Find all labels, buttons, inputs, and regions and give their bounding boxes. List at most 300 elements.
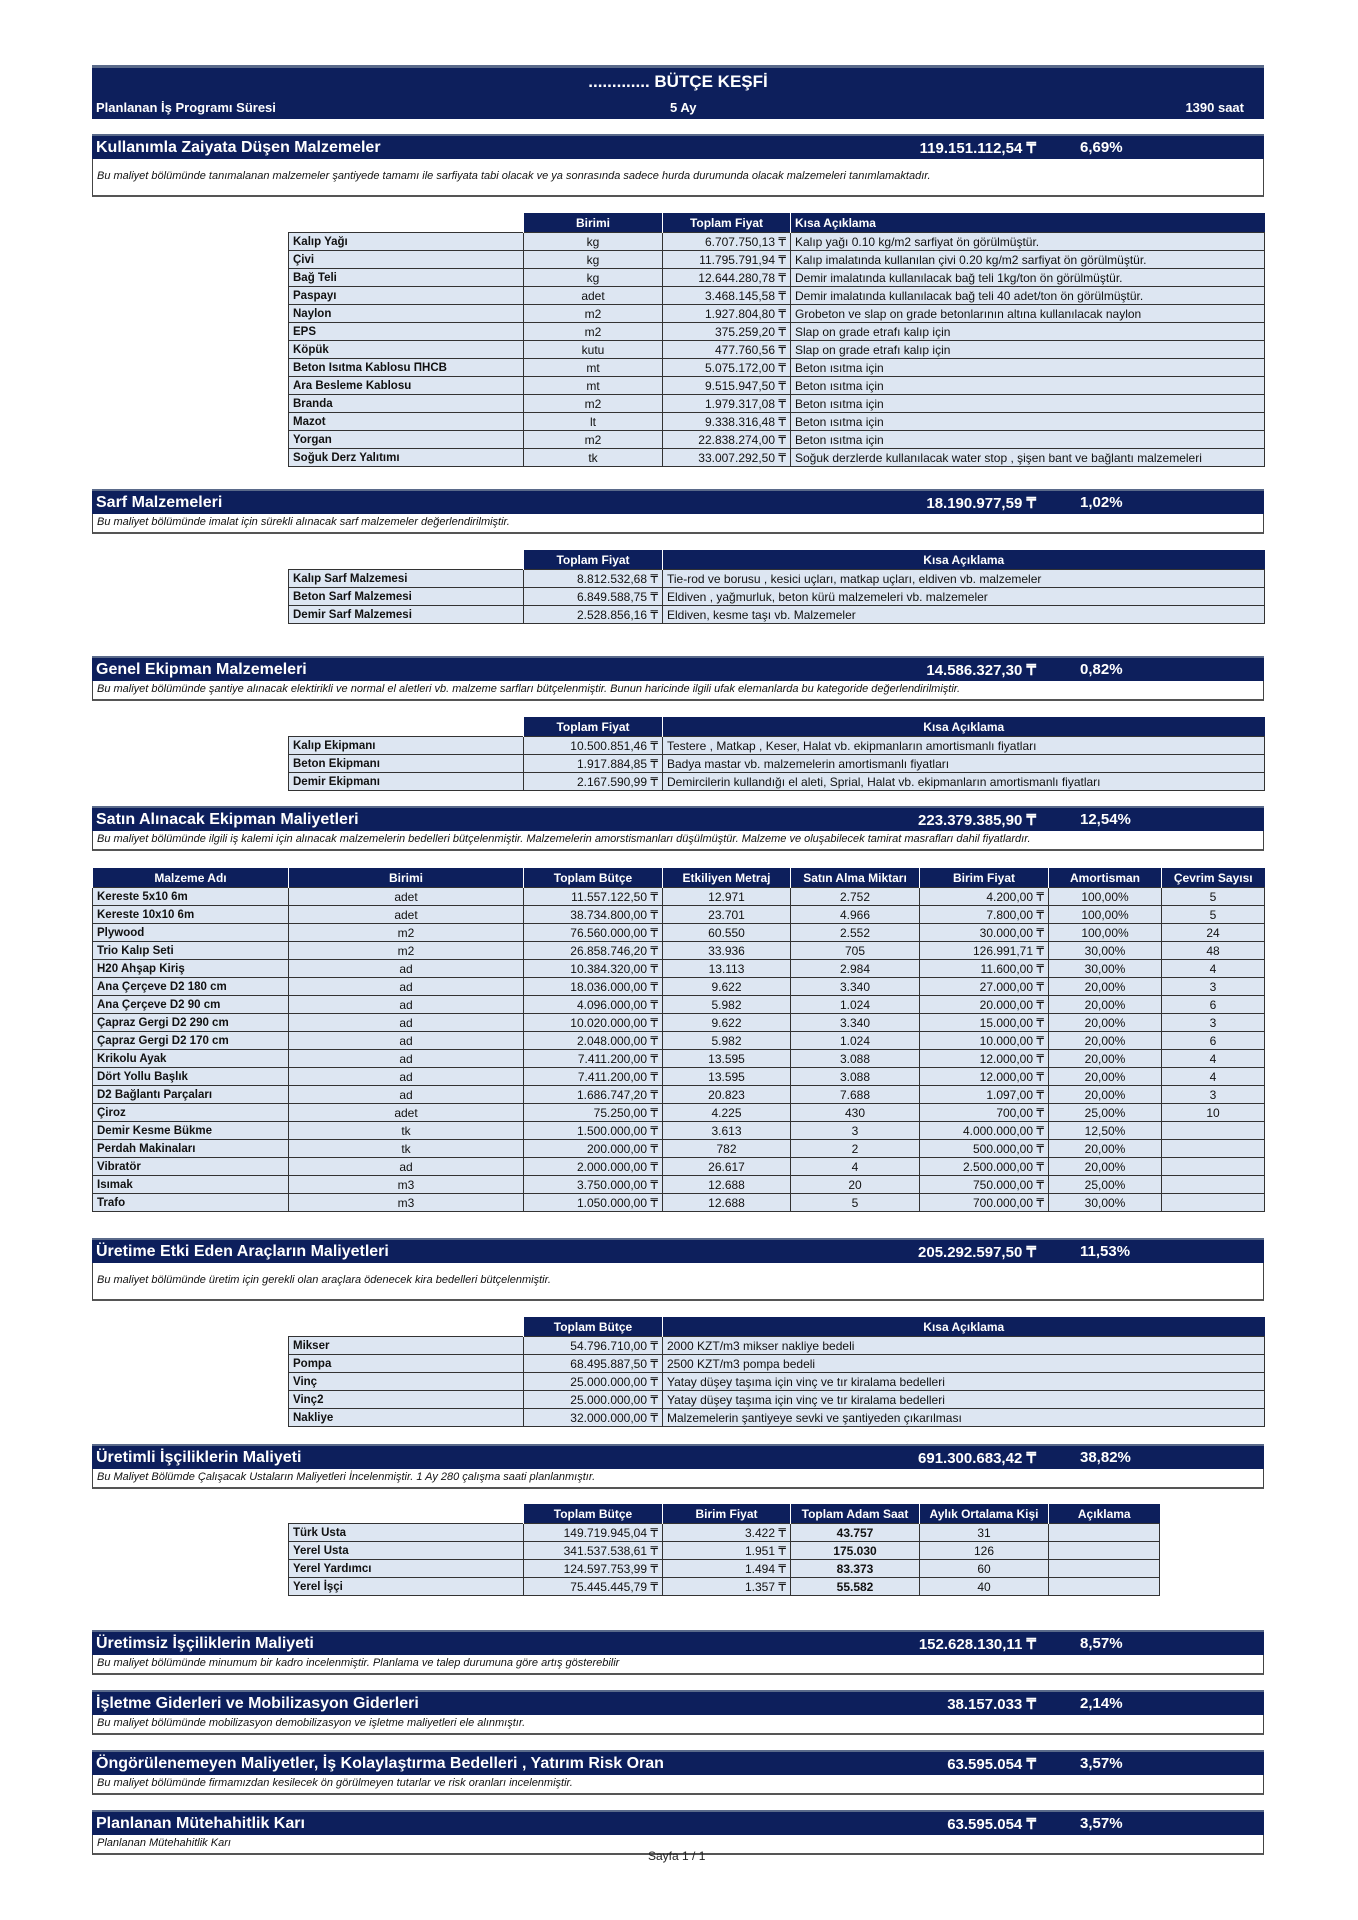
empty-header-cell: [289, 717, 524, 737]
table-cell: 2.528.856,16 ₸: [524, 606, 663, 624]
section-description-box: [92, 681, 1264, 701]
table-cell: 8.812.532,68 ₸: [524, 570, 663, 588]
table-cell: 10.500.851,46 ₸: [524, 737, 663, 755]
table-cell: 1.050.000,00 ₸: [524, 1194, 663, 1212]
table-row: [289, 341, 1265, 359]
column-header: Açıklama: [1049, 1504, 1160, 1524]
table-cell: 4: [1162, 1068, 1265, 1086]
table-cell: ad: [289, 1068, 524, 1086]
table-row: [93, 1104, 1265, 1122]
table-cell: 20,00%: [1049, 978, 1162, 996]
table-cell: 2.752: [791, 888, 920, 906]
table-cell: 25,00%: [1049, 1104, 1162, 1122]
section-amount: 38.157.033 ₸: [947, 1696, 1036, 1713]
table-cell: 43.757: [791, 1524, 920, 1542]
program-hours: 1390 saat: [1185, 100, 1244, 115]
section-bar-consumables: [92, 489, 1264, 514]
table-cell: 2.500.000,00 ₸: [920, 1158, 1049, 1176]
row-label: Kereste 10x10 6m: [93, 906, 289, 924]
row-label: Kalıp Sarf Malzemesi: [289, 570, 524, 588]
table-row: [289, 323, 1265, 341]
table-cell: 26.858.746,20 ₸: [524, 942, 663, 960]
table-cell: lt: [524, 413, 663, 431]
table-cell: Yatay düşey taşıma için vinç ve tır kiralama bedelleri: [663, 1373, 1265, 1391]
section-percent: 2,14%: [1080, 1695, 1123, 1712]
column-header: Birim Fiyat: [920, 868, 1049, 888]
section-description-box: [92, 1775, 1264, 1795]
table-cell: ad: [289, 1086, 524, 1104]
table-cell: 6.707.750,13 ₸: [663, 233, 791, 251]
section-percent: 6,69%: [1080, 139, 1123, 156]
table-cell: 83.373: [791, 1560, 920, 1578]
section-description: Bu maliyet bölümünde şantiye alınacak elektirikli ve normal el aletleri vb. malzeme sarfları bütçelenmiştir. Bunun haricinde ilgili ufak elemanlarda bu kategoride değerlendirilmiştir.: [97, 683, 961, 695]
table-row: [289, 1560, 1160, 1578]
column-header: Toplam Bütçe: [524, 868, 663, 888]
row-label: Demir Ekipmanı: [289, 773, 524, 791]
table-cell: 1.357 ₸: [663, 1578, 791, 1596]
empty-header-cell: [289, 1504, 524, 1524]
table-row: [289, 570, 1265, 588]
column-header: Toplam Fiyat: [524, 550, 663, 570]
table-cell: 20,00%: [1049, 1014, 1162, 1032]
row-label: Beton Ekipmanı: [289, 755, 524, 773]
table-cell: 477.760,56 ₸: [663, 341, 791, 359]
table-cell: 75.445.445,79 ₸: [524, 1578, 663, 1596]
table-row: [289, 1409, 1265, 1427]
program-duration-label: Planlanan İş Programı Süresi: [96, 100, 276, 115]
section-amount: 205.292.597,50 ₸: [918, 1244, 1036, 1261]
row-label: Vinç: [289, 1373, 524, 1391]
table-cell: 13.595: [663, 1050, 791, 1068]
table-cell: tk: [289, 1140, 524, 1158]
program-duration-value: 5 Ay: [670, 100, 697, 115]
section-bar-general-equipment: [92, 656, 1264, 681]
table-cell: mt: [524, 377, 663, 395]
table-row: [93, 1140, 1265, 1158]
section-amount: 119.151.112,54 ₸: [919, 140, 1036, 157]
table-row: [93, 888, 1265, 906]
table-cell: 126.991,71 ₸: [920, 942, 1049, 960]
row-label: Branda: [289, 395, 524, 413]
row-label: Krikolu Ayak: [93, 1050, 289, 1068]
table-cell: Grobeton ve slap on grade betonlarının altına kullanılacak naylon: [791, 305, 1265, 323]
section-amount: 152.628.130,11 ₸: [918, 1636, 1036, 1653]
consumables-table: [288, 550, 1265, 624]
table-cell: 4: [1162, 960, 1265, 978]
table-cell: 5.982: [663, 1032, 791, 1050]
table-row: [93, 1068, 1265, 1086]
table-row: [289, 251, 1265, 269]
table-cell: 5: [1162, 888, 1265, 906]
row-label: Kereste 5x10 6m: [93, 888, 289, 906]
table-cell: 3.750.000,00 ₸: [524, 1176, 663, 1194]
table-row: [289, 305, 1265, 323]
table-cell: 10: [1162, 1104, 1265, 1122]
table-cell: adet: [289, 888, 524, 906]
table-row: [93, 942, 1265, 960]
column-header: Birimi: [524, 213, 663, 233]
table-row: [93, 960, 1265, 978]
row-label: Türk Usta: [289, 1524, 524, 1542]
table-cell: 700,00 ₸: [920, 1104, 1049, 1122]
column-header: Toplam Fiyat: [663, 213, 791, 233]
table-cell: m3: [289, 1194, 524, 1212]
table-cell: Tie-rod ve borusu , kesici uçları, matkap uçları, eldiven vb. malzemeler: [663, 570, 1265, 588]
table-cell: Eldiven , yağmurluk, beton kürü malzemeleri vb. malzemeler: [663, 588, 1265, 606]
table-cell: [1049, 1578, 1160, 1596]
section-percent: 12,54%: [1080, 811, 1131, 828]
table-cell: 2.167.590,99 ₸: [524, 773, 663, 791]
row-label: Pompa: [289, 1355, 524, 1373]
row-label: D2 Bağlantı Parçaları: [93, 1086, 289, 1104]
column-header: Satın Alma Miktarı: [791, 868, 920, 888]
table-cell: m2: [524, 323, 663, 341]
table-cell: 7.800,00 ₸: [920, 906, 1049, 924]
column-header: Çevrim Sayısı: [1162, 868, 1265, 888]
table-cell: ad: [289, 978, 524, 996]
section-description: Bu maliyet bölümünde üretim için gerekli olan araçlara ödenecek kira bedelleri bütçelenmiştir.: [97, 1274, 551, 1286]
table-cell: m2: [524, 305, 663, 323]
table-cell: tk: [524, 449, 663, 467]
row-label: Perdah Makinaları: [93, 1140, 289, 1158]
row-label: Mikser: [289, 1337, 524, 1355]
table-cell: 3.613: [663, 1122, 791, 1140]
table-cell: adet: [524, 287, 663, 305]
column-header: Birim Fiyat: [663, 1504, 791, 1524]
section-bar-purchased-equipment: [92, 806, 1264, 831]
section-bar-contractor-profit: [92, 1810, 1264, 1835]
table-cell: 1.927.804,80 ₸: [663, 305, 791, 323]
section-description: Bu maliyet bölümünde imalat için sürekli alınacak sarf malzemeler değerlendirilmiştir.: [97, 516, 510, 528]
row-label: Nakliye: [289, 1409, 524, 1427]
table-cell: 20,00%: [1049, 1086, 1162, 1104]
table-cell: 4.096.000,00 ₸: [524, 996, 663, 1014]
column-header: Toplam Fiyat: [524, 717, 663, 737]
table-cell: Malzemelerin şantiyeye sevki ve şantiyeden çıkarılması: [663, 1409, 1265, 1427]
column-header: Toplam Adam Saat: [791, 1504, 920, 1524]
table-cell: Beton ısıtma için: [791, 413, 1265, 431]
table-cell: 48: [1162, 942, 1265, 960]
table-cell: kutu: [524, 341, 663, 359]
section-name: Üretime Etki Eden Araçların Maliyetleri: [96, 1243, 389, 1260]
table-row: [93, 996, 1265, 1014]
row-label: Köpük: [289, 341, 524, 359]
table-cell: [1049, 1560, 1160, 1578]
table-cell: 3.422 ₸: [663, 1524, 791, 1542]
general-equipment-table: [288, 717, 1265, 791]
table-row: [289, 233, 1265, 251]
table-cell: 5: [1162, 906, 1265, 924]
table-cell: 100,00%: [1049, 888, 1162, 906]
row-label: Yerel Usta: [289, 1542, 524, 1560]
table-cell: 3.340: [791, 1014, 920, 1032]
row-label: Trio Kalıp Seti: [93, 942, 289, 960]
column-header: Malzeme Adı: [93, 868, 289, 888]
row-label: Kalıp Ekipmanı: [289, 737, 524, 755]
table-cell: Slap on grade etrafı kalıp için: [791, 341, 1265, 359]
table-cell: 20,00%: [1049, 1032, 1162, 1050]
table-cell: 12.971: [663, 888, 791, 906]
table-cell: 1.951 ₸: [663, 1542, 791, 1560]
table-cell: 11.600,00 ₸: [920, 960, 1049, 978]
table-row: [289, 773, 1265, 791]
row-label: Çivi: [289, 251, 524, 269]
table-cell: 200.000,00 ₸: [524, 1140, 663, 1158]
table-cell: 3: [791, 1122, 920, 1140]
table-row: [289, 1578, 1160, 1596]
table-cell: 20.000,00 ₸: [920, 996, 1049, 1014]
table-cell: 26.617: [663, 1158, 791, 1176]
empty-header-cell: [289, 213, 524, 233]
table-cell: Demir imalatında kullanılacak bağ teli 40 adet/ton ön görülmüştür.: [791, 287, 1265, 305]
section-description-box: [92, 1263, 1264, 1301]
row-label: Isımak: [93, 1176, 289, 1194]
table-cell: 1.494 ₸: [663, 1560, 791, 1578]
table-header-row: [289, 717, 1265, 737]
section-description: Bu maliyet bölümünde minumum bir kadro incelenmiştir. Planlama ve talep durumuna göre artış gösterebilir: [97, 1657, 620, 1669]
wastage-materials-table: [288, 213, 1265, 467]
column-header: Birimi: [289, 868, 524, 888]
section-amount: 14.586.327,30 ₸: [926, 662, 1036, 679]
document-title: ............. BÜTÇE KEŞFİ: [588, 72, 768, 91]
table-cell: Kalıp imalatında kullanılan çivi 0.20 kg/m2 sarfiyat ön görülmüştür.: [791, 251, 1265, 269]
table-cell: 6: [1162, 1032, 1265, 1050]
section-percent: 1,02%: [1080, 494, 1123, 511]
table-row: [289, 1373, 1265, 1391]
table-cell: 7.411.200,00 ₸: [524, 1068, 663, 1086]
table-cell: 40: [920, 1578, 1049, 1596]
table-cell: 3.340: [791, 978, 920, 996]
table-cell: 782: [663, 1140, 791, 1158]
section-amount: 63.595.054 ₸: [947, 1756, 1036, 1773]
table-cell: ad: [289, 1158, 524, 1176]
row-label: Plywood: [93, 924, 289, 942]
section-bar-operating-mobilization: [92, 1690, 1264, 1715]
row-label: Demir Kesme Bükme: [93, 1122, 289, 1140]
table-row: [289, 395, 1265, 413]
row-label: Çapraz Gergi D2 170 cm: [93, 1032, 289, 1050]
table-cell: [1162, 1176, 1265, 1194]
table-header-row: [289, 1504, 1160, 1524]
row-label: H20 Ahşap Kiriş: [93, 960, 289, 978]
table-cell: ad: [289, 1032, 524, 1050]
section-description: Bu maliyet bölümünde firmamızdan kesilecek ön görülmeyen tutarlar ve risk oranları incelenmiştir.: [97, 1777, 573, 1789]
table-cell: 4: [1162, 1050, 1265, 1068]
table-cell: 2000 KZT/m3 mikser nakliye bedeli: [663, 1337, 1265, 1355]
table-cell: 2.984: [791, 960, 920, 978]
section-name: Satın Alınacak Ekipman Maliyetleri: [96, 811, 359, 828]
table-cell: 30,00%: [1049, 1194, 1162, 1212]
table-cell: 1.097,00 ₸: [920, 1086, 1049, 1104]
table-cell: 11.795.791,94 ₸: [663, 251, 791, 269]
table-cell: 5.982: [663, 996, 791, 1014]
table-cell: 4.000.000,00 ₸: [920, 1122, 1049, 1140]
row-label: Dört Yollu Başlık: [93, 1068, 289, 1086]
table-cell: 1.500.000,00 ₸: [524, 1122, 663, 1140]
table-cell: Demir imalatında kullanılacak bağ teli 1kg/ton ön görülmüştür.: [791, 269, 1265, 287]
table-cell: 149.719.945,04 ₸: [524, 1524, 663, 1542]
table-row: [93, 1032, 1265, 1050]
table-cell: Slap on grade etrafı kalıp için: [791, 323, 1265, 341]
table-row: [93, 924, 1265, 942]
table-cell: 18.036.000,00 ₸: [524, 978, 663, 996]
table-cell: 24: [1162, 924, 1265, 942]
table-cell: m2: [289, 942, 524, 960]
section-description: Bu maliyet bölümünde tanımalanan malzemeler şantiyede tamamı ile sarfiyata tabi olacak ve ya sonrasında sadece hurda durumunda olacak malzemeleri tanımlamaktadır.: [97, 170, 931, 182]
row-label: Çapraz Gergi D2 290 cm: [93, 1014, 289, 1032]
table-cell: 5.075.172,00 ₸: [663, 359, 791, 377]
table-cell: 20: [791, 1176, 920, 1194]
section-bar-nonproductive-labor: [92, 1630, 1264, 1655]
table-cell: 12.644.280,78 ₸: [663, 269, 791, 287]
table-row: [289, 449, 1265, 467]
table-cell: Kalıp yağı 0.10 kg/m2 sarfiyat ön görülmüştür.: [791, 233, 1265, 251]
table-cell: 1.024: [791, 1032, 920, 1050]
table-cell: 12,50%: [1049, 1122, 1162, 1140]
table-cell: Beton ısıtma için: [791, 431, 1265, 449]
table-cell: 30,00%: [1049, 942, 1162, 960]
table-cell: 126: [920, 1542, 1049, 1560]
table-cell: kg: [524, 251, 663, 269]
table-cell: Badya mastar vb. malzemelerin amortismanlı fiyatları: [663, 755, 1265, 773]
table-cell: 9.338.316,48 ₸: [663, 413, 791, 431]
table-cell: 100,00%: [1049, 906, 1162, 924]
table-cell: 12.000,00 ₸: [920, 1050, 1049, 1068]
table-cell: 38.734.800,00 ₸: [524, 906, 663, 924]
table-cell: m3: [289, 1176, 524, 1194]
section-amount: 223.379.385,90 ₸: [918, 812, 1036, 829]
row-label: Vinç2: [289, 1391, 524, 1409]
table-cell: 7.688: [791, 1086, 920, 1104]
table-cell: 13.595: [663, 1068, 791, 1086]
table-row: [93, 978, 1265, 996]
table-cell: 175.030: [791, 1542, 920, 1560]
section-percent: 11,53%: [1080, 1243, 1131, 1260]
row-label: Naylon: [289, 305, 524, 323]
table-cell: 3: [1162, 978, 1265, 996]
table-row: [93, 1050, 1265, 1068]
empty-header-cell: [289, 1317, 524, 1337]
table-cell: 33.936: [663, 942, 791, 960]
table-cell: 25.000.000,00 ₸: [524, 1391, 663, 1409]
table-cell: 31: [920, 1524, 1049, 1542]
section-description-box: [92, 514, 1264, 534]
table-cell: 20,00%: [1049, 1068, 1162, 1086]
section-name: Planlanan Mütehahitlik Karı: [96, 1815, 305, 1832]
table-row: [93, 1194, 1265, 1212]
table-cell: 3: [1162, 1014, 1265, 1032]
table-cell: 750.000,00 ₸: [920, 1176, 1049, 1194]
table-cell: 4.966: [791, 906, 920, 924]
table-cell: 9.515.947,50 ₸: [663, 377, 791, 395]
table-row: [289, 269, 1265, 287]
table-cell: 13.113: [663, 960, 791, 978]
table-cell: 700.000,00 ₸: [920, 1194, 1049, 1212]
row-label: Kalıp Yağı: [289, 233, 524, 251]
table-row: [289, 413, 1265, 431]
table-cell: 1.917.884,85 ₸: [524, 755, 663, 773]
section-name: Üretimli İşçiliklerin Maliyeti: [96, 1449, 302, 1466]
section-name: Sarf Malzemeleri: [96, 494, 223, 511]
table-row: [289, 1391, 1265, 1409]
column-header: Kısa Açıklama: [663, 1317, 1265, 1337]
table-cell: Testere , Matkap , Keser, Halat vb. ekipmanların amortismanlı fiyatları: [663, 737, 1265, 755]
section-bar-production-vehicles: [92, 1238, 1264, 1263]
budget-header: [92, 65, 1264, 119]
row-label: Mazot: [289, 413, 524, 431]
table-cell: [1049, 1524, 1160, 1542]
table-cell: m2: [289, 924, 524, 942]
table-cell: 15.000,00 ₸: [920, 1014, 1049, 1032]
row-label: Ana Çerçeve D2 180 cm: [93, 978, 289, 996]
table-cell: [1162, 1140, 1265, 1158]
section-name: Kullanımla Zaiyata Düşen Malzemeler: [96, 139, 381, 156]
table-cell: 2.000.000,00 ₸: [524, 1158, 663, 1176]
table-cell: 500.000,00 ₸: [920, 1140, 1049, 1158]
row-label: Demir Sarf Malzemesi: [289, 606, 524, 624]
table-row: [289, 431, 1265, 449]
table-cell: 2.552: [791, 924, 920, 942]
table-cell: ad: [289, 960, 524, 978]
column-header: Toplam Bütçe: [524, 1317, 663, 1337]
page-number: Sayfa 1 / 1: [648, 1849, 706, 1863]
table-cell: 1.024: [791, 996, 920, 1014]
productive-labor-table: [288, 1504, 1160, 1596]
table-row: [93, 1086, 1265, 1104]
table-cell: 4.225: [663, 1104, 791, 1122]
section-description: Bu maliyet bölümünde mobilizasyon demobilizasyon ve işletme maliyetleri ele alınmıştır.: [97, 1717, 526, 1729]
table-cell: 9.622: [663, 1014, 791, 1032]
table-cell: 32.000.000,00 ₸: [524, 1409, 663, 1427]
table-row: [93, 1014, 1265, 1032]
table-row: [289, 287, 1265, 305]
column-header: Kısa Açıklama: [791, 213, 1265, 233]
table-cell: 33.007.292,50 ₸: [663, 449, 791, 467]
table-row: [93, 1158, 1265, 1176]
table-cell: 375.259,20 ₸: [663, 323, 791, 341]
table-cell: 100,00%: [1049, 924, 1162, 942]
table-cell: ad: [289, 996, 524, 1014]
table-row: [289, 1355, 1265, 1373]
table-cell: ad: [289, 1014, 524, 1032]
table-header-row: [289, 1317, 1265, 1337]
section-name: Üretimsiz İşçiliklerin Maliyeti: [96, 1635, 314, 1652]
row-label: Beton Isıtma Kablosu ПНСВ: [289, 359, 524, 377]
table-cell: 23.701: [663, 906, 791, 924]
table-cell: Beton ısıtma için: [791, 377, 1265, 395]
table-cell: 3: [1162, 1086, 1265, 1104]
table-row: [289, 588, 1265, 606]
table-cell: 1.686.747,20 ₸: [524, 1086, 663, 1104]
table-header-row: [93, 868, 1265, 888]
table-row: [289, 737, 1265, 755]
table-cell: 3.088: [791, 1050, 920, 1068]
section-bar-wastage-materials: [92, 134, 1264, 159]
table-row: [289, 1524, 1160, 1542]
table-cell: Soğuk derzlerde kullanılacak water stop , şişen bant ve bağlantı malzemeleri: [791, 449, 1265, 467]
table-cell: 11.557.122,50 ₸: [524, 888, 663, 906]
table-row: [93, 1176, 1265, 1194]
row-label: Yorgan: [289, 431, 524, 449]
section-percent: 8,57%: [1080, 1635, 1123, 1652]
table-cell: 341.537.538,61 ₸: [524, 1542, 663, 1560]
table-cell: m2: [524, 395, 663, 413]
table-cell: 12.688: [663, 1176, 791, 1194]
table-cell: 1.979.317,08 ₸: [663, 395, 791, 413]
table-cell: 3.468.145,58 ₸: [663, 287, 791, 305]
table-cell: mt: [524, 359, 663, 377]
table-cell: 10.384.320,00 ₸: [524, 960, 663, 978]
